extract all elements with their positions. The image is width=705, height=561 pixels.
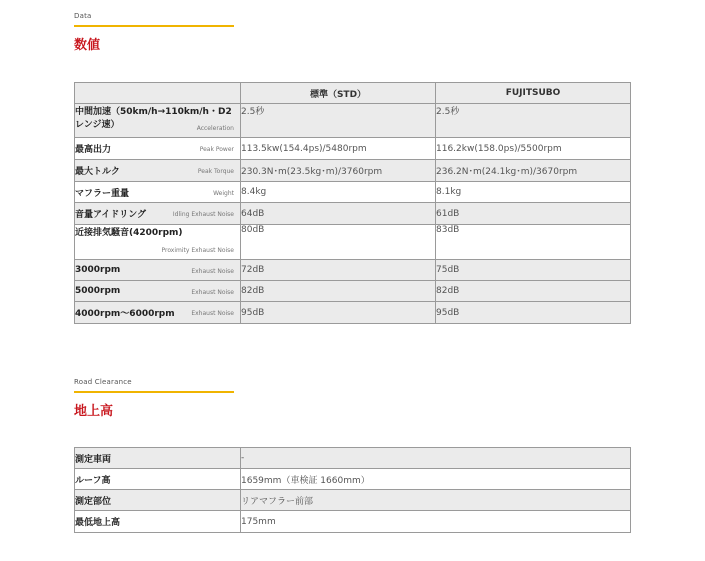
row-label-jp: 最大トルク [75, 167, 120, 177]
row-label-en: Exhaust Noise [191, 268, 234, 275]
cell-fujitsubo: 75dB [436, 260, 631, 281]
cell-fujitsubo: 61dB [436, 203, 631, 225]
table-row [75, 138, 631, 160]
row-label-en: Exhaust Noise [191, 289, 234, 296]
cell-fujitsubo: 83dB [436, 225, 631, 260]
cell-std: 82dB [241, 281, 436, 302]
data-section-rule [74, 25, 234, 27]
cell-std: 64dB [241, 203, 436, 225]
cell-fujitsubo: 116.2kw(158.0ps)/5500rpm [436, 138, 631, 160]
table-row [75, 104, 631, 138]
table-row [75, 281, 631, 302]
cell-std: 113.5kw(154.4ps)/5480rpm [241, 138, 436, 160]
row-label-jp: 4000rpm～6000rpm [75, 309, 175, 319]
cell-fujitsubo: 2.5秒 [436, 104, 631, 138]
row-label: ルーフ高 [75, 469, 241, 490]
row-label [75, 302, 241, 324]
cell-value: - [241, 448, 631, 469]
table-row [75, 260, 631, 281]
row-label-en: Peak Torque [197, 168, 234, 175]
cell-value: 1659mm（車検証 1660mm） [241, 469, 631, 490]
table-row [75, 160, 631, 182]
table-header-std: 標準（STD） [241, 83, 436, 104]
row-label-jp: 音量アイドリング [75, 210, 147, 220]
cell-fujitsubo: 236.2N･m(24.1kg･m)/3670rpm [436, 160, 631, 182]
row-label [75, 138, 241, 160]
table-row [75, 448, 631, 469]
table-row [75, 225, 631, 260]
table-row [75, 203, 631, 225]
cell-fujitsubo: 82dB [436, 281, 631, 302]
clearance-section-title: 地上高 [74, 404, 114, 419]
cell-fujitsubo: 8.1kg [436, 182, 631, 203]
table-row [75, 511, 631, 533]
row-label [75, 182, 241, 203]
cell-value: リアマフラー前部 [241, 490, 631, 511]
row-label-en: Weight [213, 190, 234, 197]
table-header-row [75, 83, 631, 104]
row-label-jp: マフラー重量 [75, 188, 130, 199]
row-label: 最低地上高 [75, 511, 241, 533]
row-label-jp: 5000rpm [75, 286, 121, 296]
clearance-section-rule [74, 391, 234, 393]
row-label-en: Proximity Exhaust Noise [161, 247, 234, 254]
row-label-jp: 3000rpm [75, 265, 121, 275]
row-label-jp: 最高出力 [75, 145, 112, 155]
data-table [74, 82, 631, 324]
row-label-en: Peak Power [199, 146, 234, 153]
cell-std: 230.3N･m(23.5kg･m)/3760rpm [241, 160, 436, 182]
row-label [75, 281, 241, 302]
row-label: 測定車両 [75, 448, 241, 469]
data-section-title: 数値 [74, 38, 101, 53]
row-label: 測定部位 [75, 490, 241, 511]
data-section-subtitle: Data [74, 12, 92, 20]
table-row [75, 182, 631, 203]
row-label-jp: 近接排気騒音(4200rpm) [75, 228, 183, 238]
row-label-en: Exhaust Noise [191, 310, 234, 317]
cell-std: 2.5秒 [241, 104, 436, 138]
cell-value: 175mm [241, 511, 631, 533]
row-label [75, 203, 241, 225]
row-label [75, 160, 241, 182]
cell-std: 80dB [241, 225, 436, 260]
cell-std: 95dB [241, 302, 436, 324]
table-row [75, 302, 631, 324]
cell-std: 8.4kg [241, 182, 436, 203]
table-row [75, 469, 631, 490]
row-label-en: Acceleration [196, 125, 234, 132]
cell-fujitsubo: 95dB [436, 302, 631, 324]
row-label [75, 104, 241, 138]
row-label [75, 225, 241, 260]
table-header-blank [75, 83, 241, 104]
table-row [75, 490, 631, 511]
row-label [75, 260, 241, 281]
row-label-jp: 中間加速（50km/h→110km/h・D2レンジ速） [75, 107, 232, 130]
clearance-table [74, 447, 631, 533]
table-header-fujitsubo: FUJITSUBO [436, 83, 631, 104]
clearance-section-subtitle: Road Clearance [74, 378, 132, 386]
row-label-en: Idling Exhaust Noise [172, 211, 234, 218]
cell-std: 72dB [241, 260, 436, 281]
